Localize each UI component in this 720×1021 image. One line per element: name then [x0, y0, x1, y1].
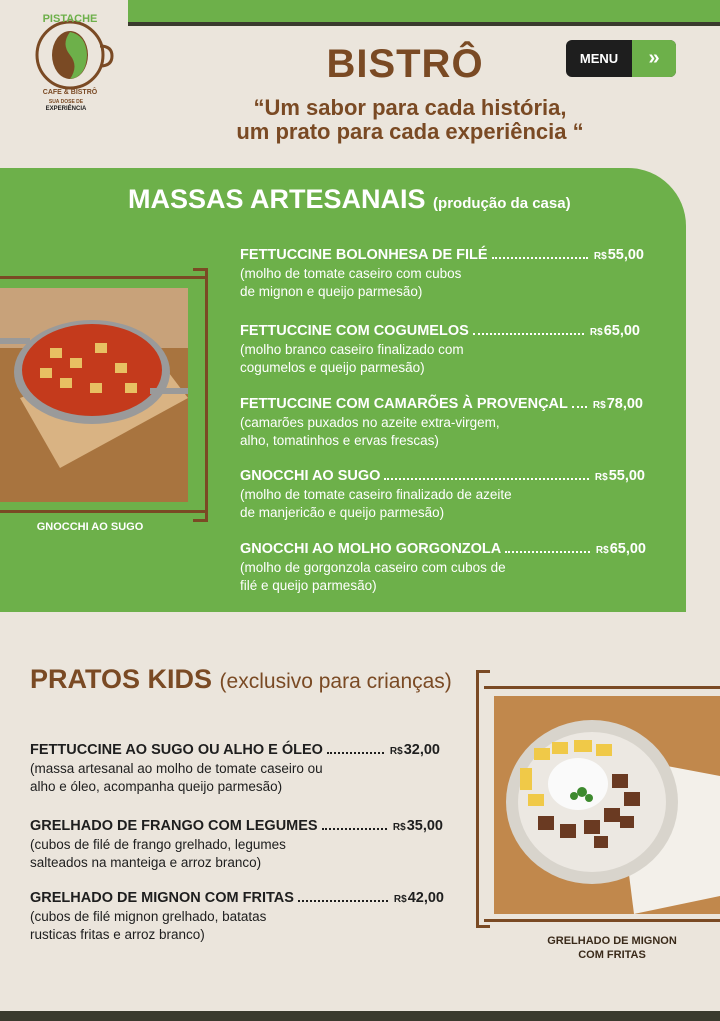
menu-button-label: MENU	[579, 51, 619, 66]
header-top-bar	[128, 0, 720, 22]
item-description: (molho de gorgonzola caseiro com cubos de filé e queijo parmesão)	[240, 560, 506, 593]
item-price: R$32,00	[389, 742, 440, 758]
header-bar-shadow	[128, 22, 720, 26]
menu-item	[240, 396, 643, 450]
gnocchi-photo	[0, 288, 188, 502]
menu-item	[30, 742, 440, 796]
kids-title: PRATOS KIDS	[30, 664, 213, 694]
kids-section-title	[30, 664, 452, 695]
menu-button[interactable]	[566, 40, 676, 77]
mignon-photo	[494, 696, 720, 914]
item-description: (cubos de filé de frango grelhado, legumes salteados na manteiga e arroz branco)	[30, 837, 286, 870]
double-chevron-right-icon: »	[632, 40, 676, 77]
item-price: R$65,00	[595, 541, 646, 557]
item-name: FETTUCCINE BOLONHESA DE FILÉ	[240, 247, 488, 263]
page-title: BISTRÔ	[326, 42, 484, 86]
massas-subtitle: (produção da casa)	[433, 195, 571, 212]
item-description: (molho de tomate caseiro com cubos de mignon e queijo parmesão)	[240, 266, 462, 299]
item-price: R$42,00	[393, 890, 444, 906]
svg-text:EXPERIÊNCIA: EXPERIÊNCIA	[45, 106, 87, 112]
svg-text:SUA DOSE DE: SUA DOSE DE	[48, 99, 84, 105]
menu-item	[30, 818, 443, 872]
item-description: (molho de tomate caseiro finalizado de azeite de manjericão e queijo parmesão)	[240, 487, 512, 520]
item-name: GRELHADO DE FRANGO COM LEGUMES	[30, 818, 318, 834]
item-price: R$78,00	[592, 396, 643, 412]
massas-title: MASSAS ARTESANAIS	[128, 184, 426, 214]
menu-item	[240, 323, 640, 377]
item-name: GNOCCHI AO SUGO	[240, 468, 381, 484]
menu-item	[240, 541, 646, 595]
item-price: R$65,00	[589, 323, 640, 339]
item-name: FETTUCCINE AO SUGO OU ALHO E ÓLEO	[30, 742, 323, 758]
quote-line-1: “Um sabor para cada história,	[253, 95, 567, 120]
footer-bar	[0, 1011, 720, 1021]
item-name: FETTUCCINE COM COGUMELOS	[240, 323, 469, 339]
item-name: GRELHADO DE MIGNON COM FRITAS	[30, 890, 294, 906]
menu-item	[240, 247, 644, 301]
quote-line-2: um prato para cada experiência “	[236, 119, 584, 144]
svg-text:PISTACHE: PISTACHE	[42, 13, 98, 25]
item-price: R$55,00	[593, 247, 644, 263]
item-description: (camarões puxados no azeite extra-virgem, alho, tomatinhos e ervas frescas)	[240, 415, 500, 448]
menu-item	[240, 468, 645, 522]
mignon-photo-caption: GRELHADO DE MIGNON COM FRITAS	[547, 935, 677, 961]
gnocchi-photo-caption: GNOCCHI AO SUGO	[36, 521, 144, 533]
item-description: (cubos de filé mignon grelhado, batatas rusticas fritas e arroz branco)	[30, 909, 267, 942]
item-description: (massa artesanal ao molho de tomate caseiro ou alho e óleo, acompanha queijo parmesão)	[30, 761, 323, 794]
item-price: R$55,00	[594, 468, 645, 484]
massas-section-title	[128, 184, 571, 215]
item-name: GNOCCHI AO MOLHO GORGONZOLA	[240, 541, 502, 557]
item-description: (molho branco caseiro finalizado com cogumelos e queijo parmesão)	[240, 342, 464, 375]
item-name: FETTUCCINE COM CAMARÕES À PROVENÇAL	[240, 396, 568, 412]
tagline-quote	[150, 96, 670, 144]
menu-item	[30, 890, 444, 944]
svg-text:CAFE & BISTRÔ: CAFE & BISTRÔ	[42, 89, 98, 96]
kids-subtitle: (exclusivo para crianças)	[219, 670, 452, 693]
item-price: R$35,00	[392, 818, 443, 834]
